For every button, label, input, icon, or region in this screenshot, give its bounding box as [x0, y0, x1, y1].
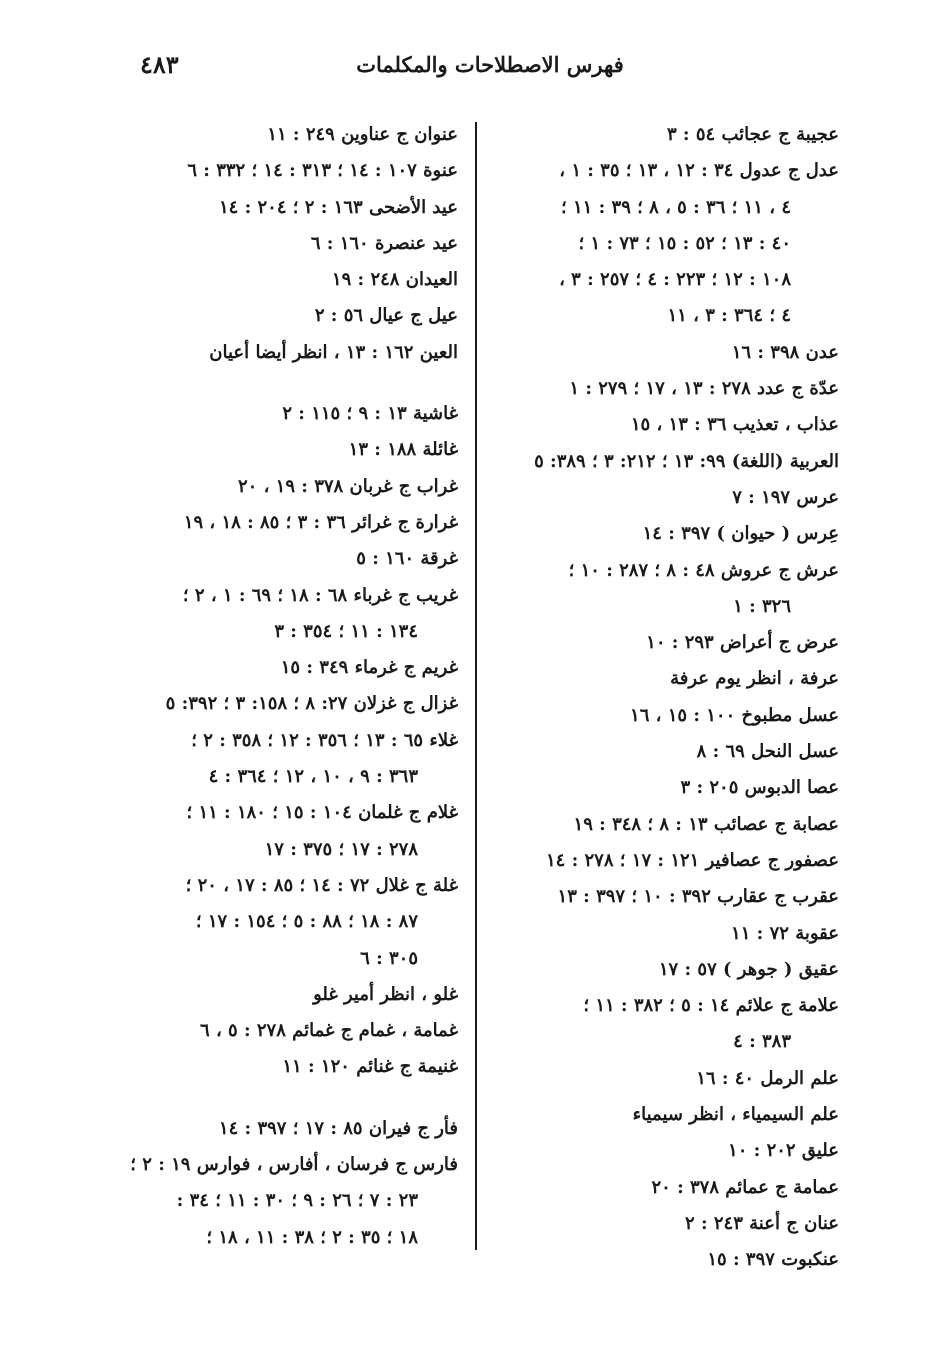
index-entry: عليق ٢٠٢ : ١٠ — [728, 1140, 839, 1162]
index-entry: عيد عنصرة ١٦٠ : ٦ — [310, 232, 458, 254]
index-entry: عقيق ( جوهر ) ٥٧ : ١٧ — [658, 958, 839, 980]
index-entry-continuation: ٤٠ : ١٣ ؛ ٥٢ : ١٥ ؛ ٧٣ : ١ ؛ — [578, 232, 791, 254]
index-entry: عسل النحل ٦٩ : ٨ — [696, 741, 839, 763]
index-entry-continuation: ٣٠٥ : ٦ — [360, 947, 418, 969]
index-entry: عجيبة ج عجائب ٥٤ : ٣ — [666, 124, 839, 145]
index-entry: علم السيمياء ، انظر سيمياء — [632, 1104, 839, 1126]
index-entry-continuation: ٤ ؛ ٣٦٤ : ٣ ، ١١ — [667, 305, 791, 327]
index-entry: فأر ج فيران ٨٥ : ١٧ ؛ ٣٩٧ : ١٤ — [218, 1117, 458, 1139]
index-entry-continuation: ٢٧٨ : ١٧ ؛ ٣٧٥ : ١٧ — [264, 838, 418, 860]
index-entry-continuation: ٤ ، ١١ ؛ ٣٦ : ٥ ، ٨ ؛ ٣٩ : ١١ ؛ — [561, 196, 791, 218]
index-entry: عصفور ج عصافير ١٢١ : ١٧ ؛ ٢٧٨ : ١٤ — [545, 849, 839, 871]
index-entry-continuation: ٢٣ : ٧ ؛ ٢٦ : ٩ ؛ ٣٠ : ١١ ؛ ٣٤ : — [176, 1190, 418, 1212]
index-entry-continuation: ١٠٨ : ١٢ ؛ ٢٢٣ : ٤ ؛ ٢٥٧ : ٣ ، — [559, 269, 791, 291]
index-entry-continuation: ٣٨٣ : ٤ — [733, 1031, 791, 1053]
index-entry-continuation: ١٣٤ : ١١ ؛ ٣٥٤ : ٣ — [274, 620, 418, 642]
index-entry-continuation: ٨٧ : ١٨ ؛ ٨٨ : ٥ ؛ ١٥٤ : ١٧ ؛ — [195, 911, 418, 933]
index-entry: غزال ج غزلان ٢٧: ٨ ؛ ١٥٨: ٣ ؛ ٣٩٢: ٥ — [165, 693, 458, 715]
index-entry: عيد الأضحى ١٦٣ : ٢ ؛ ٢٠٤ : ١٤ — [218, 196, 458, 218]
index-entry: عدن ٣٩٨ : ١٦ — [731, 341, 839, 363]
index-entry: عرض ج أعراض ٢٩٣ : ١٠ — [646, 632, 839, 654]
index-entry: عِرس ( حيوان ) ٣٩٧ : ١٤ — [642, 523, 839, 545]
index-entry-continuation: ٣٦٣ : ٩ ، ١٠ ، ١٢ ؛ ٣٦٤ : ٤ — [208, 766, 418, 788]
index-entry: عنكبوت ٣٩٧ : ١٥ — [707, 1249, 839, 1271]
index-entry: عقرب ج عقارب ٣٩٢ : ١٠ ؛ ٣٩٧ : ١٣ — [557, 886, 839, 908]
index-entry-continuation: ١٨ ؛ ٣٥ : ٢ ؛ ٣٨ : ١١ ، ١٨ ؛ — [206, 1226, 418, 1248]
index-entry: عصا الدبوس ٢٠٥ : ٣ — [680, 777, 839, 799]
index-entry: غريب ج غرباء ٦٨ : ١٨ ؛ ٦٩ : ١ ، ٢ ؛ — [182, 584, 458, 606]
index-entry: غائلة ١٨٨ : ١٣ — [348, 439, 458, 461]
index-entry: العربية (اللغة) ٩٩: ١٣ ؛ ٢١٢: ٣ ؛ ٣٨٩: ٥ — [534, 450, 839, 472]
index-entry: غنيمة ج غنائم ١٢٠ : ١١ — [282, 1056, 458, 1078]
index-entry: عدّة ج عدد ٢٧٨ : ١٣ ، ١٧ ؛ ٢٧٩ : ١ — [569, 378, 839, 400]
index-entry: غرقة ١٦٠ : ٥ — [356, 548, 458, 570]
index-entry: العين ١٦٢ : ١٣ ، انظر أيضا أعيان — [209, 341, 458, 363]
index-entry: غمامة ، غمام ج غمائم ٢٧٨ : ٥ ، ٦ — [200, 1020, 458, 1042]
index-entry: عرش ج عروش ٤٨ : ٨ ؛ ٢٨٧ : ١٠ ؛ — [568, 559, 839, 581]
index-entry-continuation: ٣٢٦ : ١ — [733, 595, 791, 617]
page-title: فهرس الاصطلاحات والمكلمات — [356, 52, 624, 77]
section-gap — [100, 1086, 458, 1111]
index-column-left — [100, 117, 458, 1256]
index-entry: عقوبة ٧٢ : ١١ — [731, 922, 839, 944]
index-entry: غلاء ٦٥ : ١٣ ؛ ٣٥٦ : ١٢ ؛ ٣٥٨ : ٢ ؛ — [191, 729, 458, 751]
index-entry: فارس ج فرسان ، أفارس ، فوارس ١٩ : ٢ ؛ — [130, 1154, 458, 1176]
index-entry: غريم ج غرماء ٣٤٩ : ١٥ — [280, 657, 458, 679]
index-entry: العيدان ٢٤٨ : ١٩ — [331, 269, 458, 291]
index-entry: غلة ج غلال ٧٢ : ١٤ ؛ ٨٥ : ١٧ ، ٢٠ ؛ — [185, 874, 458, 896]
index-entry: غرارة ج غرائر ٣٦ : ٣ ؛ ٨٥ : ١٨ ، ١٩ — [183, 511, 458, 533]
index-entry: عسل مطبوخ ١٠٠ : ١٥ ، ١٦ — [630, 704, 839, 726]
index-entry: عيل ج عيال ٥٦ : ٢ — [314, 305, 458, 327]
index-entry: عنوان ج عناوين ٢٤٩ : ١١ — [267, 124, 458, 145]
index-entry: عذاب ، تعذيب ٣٦ : ١٣ ، ١٥ — [630, 414, 839, 436]
index-entry: علم الرمل ٤٠ : ١٦ — [696, 1067, 839, 1089]
index-entry: غراب ج غربان ٣٧٨ : ١٩ ، ٢٠ — [237, 475, 458, 497]
index-entry: علامة ج علائم ١٤ : ٥ ؛ ٣٨٢ : ١١ ؛ — [583, 995, 839, 1017]
index-entry: عرس ١٩٧ : ٧ — [732, 486, 839, 508]
index-column-right — [487, 117, 839, 1279]
index-entry: غاشية ١٣ : ٩ ؛ ١١٥ : ٢ — [282, 403, 458, 425]
index-entry: عدل ج عدول ٣٤ : ١٢ ، ١٣ ؛ ٣٥ : ١ ، — [559, 160, 839, 182]
index-entry: عنوة ١٠٧ : ١٤ ؛ ٣١٣ : ١٤ ؛ ٣٣٢ : ٦ — [187, 160, 458, 182]
section-gap — [100, 371, 458, 396]
index-entry: غلو ، انظر أمير غلو — [313, 983, 458, 1005]
index-entry: غلام ج غلمان ١٠٤ : ١٥ ؛ ١٨٠ : ١١ ؛ — [186, 802, 458, 824]
index-entry: عصابة ج عصائب ١٣ : ٨ ؛ ٣٤٨ : ١٩ — [573, 813, 839, 835]
index-entry: عمامة ج عمائم ٣٧٨ : ٢٠ — [651, 1176, 839, 1198]
index-entry: عنان ج أعنة ٢٤٣ : ٢ — [685, 1212, 839, 1234]
column-divider — [475, 122, 477, 1250]
page-number: ٤٨٣ — [140, 50, 179, 79]
index-entry: عرفة ، انظر يوم عرفة — [670, 668, 839, 690]
